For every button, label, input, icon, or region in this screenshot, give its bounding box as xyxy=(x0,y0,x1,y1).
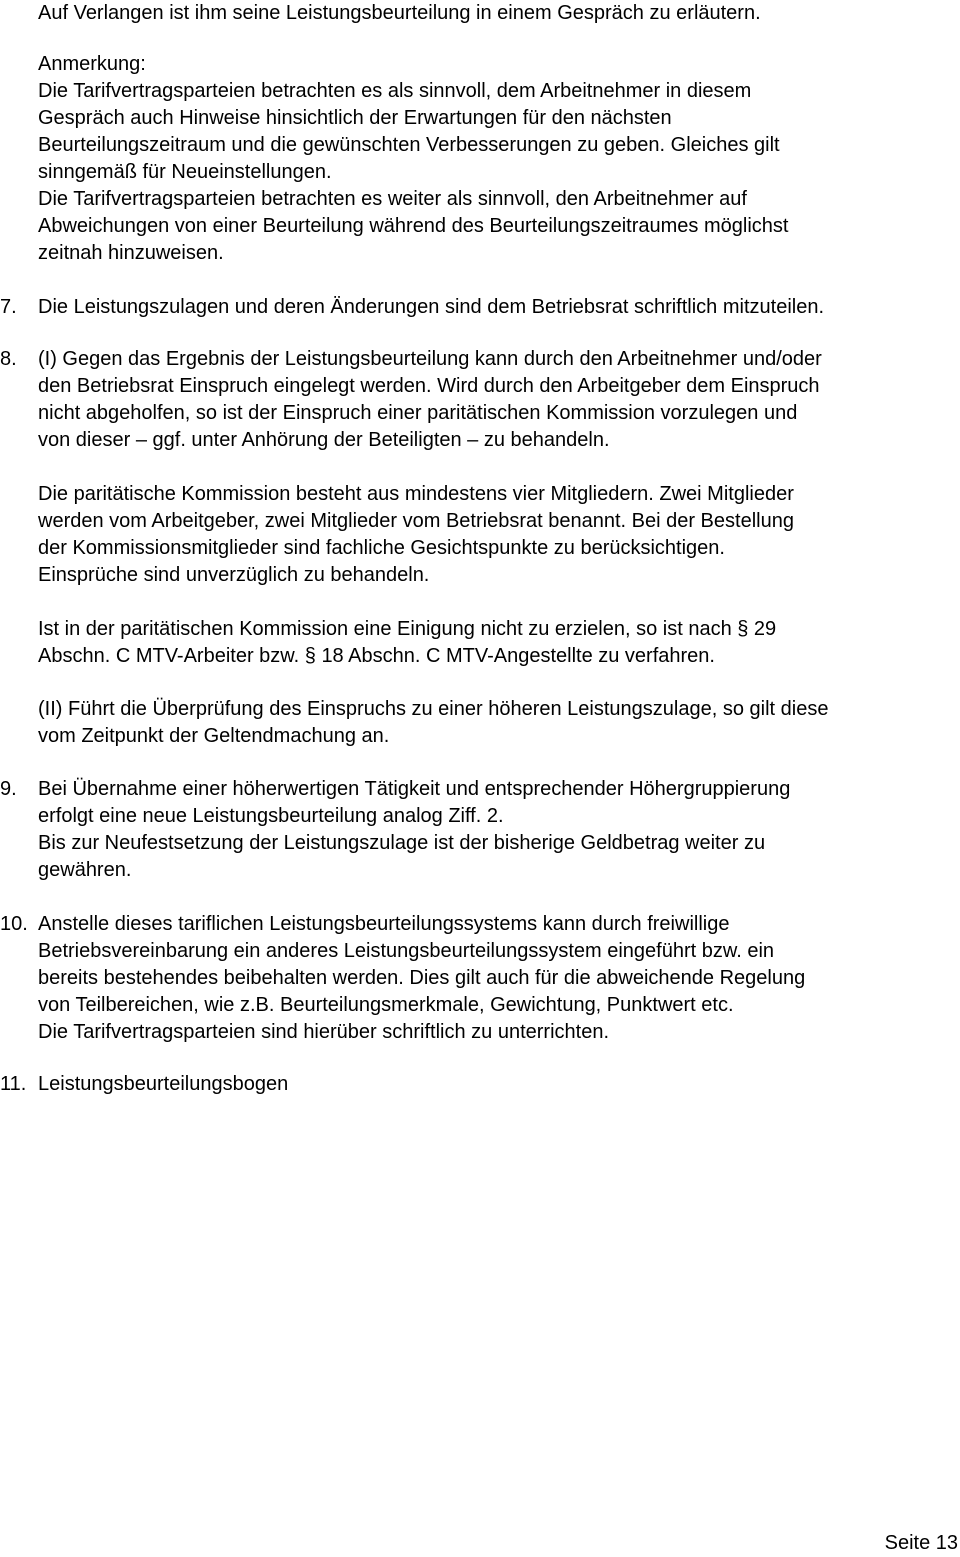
item-10-paragraph xyxy=(38,911,960,1046)
anmerkung-paragraph-2 xyxy=(38,186,960,267)
anmerkung-paragraph-1 xyxy=(38,78,960,186)
text-line: Die Tarifvertragsparteien betrachten es als sinnvoll, dem Arbeitnehmer in diesem xyxy=(38,80,752,102)
text-line: Die Leistungszulagen und deren Änderungen sind dem Betriebsrat schriftlich mitzuteilen. xyxy=(38,296,825,318)
text-line: (II) Führt die Überprüfung des Einspruchs zu einer höheren Leistungszulage, so gilt diese xyxy=(38,698,829,720)
item-8-paragraph-3 xyxy=(38,616,960,670)
item-9-paragraph xyxy=(38,776,960,884)
text-line: Die Tarifvertragsparteien betrachten es weiter als sinnvoll, den Arbeitnehmer auf xyxy=(38,188,747,210)
text-line: werden vom Arbeitgeber, zwei Mitglieder vom Betriebsrat benannt. Bei der Bestellung xyxy=(38,510,794,532)
page-number: Seite 13 xyxy=(884,1532,958,1554)
text-line: Bis zur Neufestsetzung der Leistungszulage ist der bisherige Geldbetrag weiter zu xyxy=(38,832,766,854)
text-line: Abweichungen von einer Beurteilung während des Beurteilungszeitraumes möglichst xyxy=(38,215,789,237)
text-line: Betriebsvereinbarung ein anderes Leistungsbeurteilungssystem eingeführt bzw. ein xyxy=(38,940,775,962)
text-line: Auf Verlangen ist ihm seine Leistungsbeurteilung in einem Gespräch zu erläutern. xyxy=(38,2,761,24)
text-line: sinngemäß für Neueinstellungen. xyxy=(38,161,332,183)
anmerkung-heading xyxy=(38,51,960,78)
item-number-11: 11. xyxy=(0,1073,27,1095)
text-line: Ist in der paritätischen Kommission eine Einigung nicht zu erzielen, so ist nach § 29 xyxy=(38,618,777,640)
text-line: den Betriebsrat Einspruch eingelegt werden. Wird durch den Arbeitgeber dem Einspruch xyxy=(38,375,820,397)
text-line: Gespräch auch Hinweise hinsichtlich der Erwartungen für den nächsten xyxy=(38,107,672,129)
text-line: der Kommissionsmitglieder sind fachliche Gesichtspunkte zu berücksichtigen. xyxy=(38,537,725,559)
text-line: Beurteilungszeitraum und die gewünschten Verbesserungen zu geben. Gleiches gilt xyxy=(38,134,780,156)
text-line: Anstelle dieses tariflichen Leistungsbeurteilungssystems kann durch freiwillige xyxy=(38,913,730,935)
text-line: (I) Gegen das Ergebnis der Leistungsbeurteilung kann durch den Arbeitnehmer und/oder xyxy=(38,348,822,370)
item-number-7: 7. xyxy=(0,296,17,318)
intro-paragraph xyxy=(38,0,960,27)
item-8-paragraph-1 xyxy=(38,346,960,454)
item-number-8: 8. xyxy=(0,348,17,370)
text-line: zeitnah hinzuweisen. xyxy=(38,242,224,264)
text-line: vom Zeitpunkt der Geltendmachung an. xyxy=(38,725,390,747)
item-7-paragraph xyxy=(38,294,960,321)
text-line: erfolgt eine neue Leistungsbeurteilung analog Ziff. 2. xyxy=(38,805,504,827)
item-11-paragraph xyxy=(38,1071,960,1098)
text-line: gewähren. xyxy=(38,859,132,881)
text-line: Anmerkung: xyxy=(38,53,146,75)
text-line: Abschn. C MTV-Arbeiter bzw. § 18 Abschn. C MTV-Angestellte zu verfahren. xyxy=(38,645,715,667)
text-line: von Teilbereichen, wie z.B. Beurteilungsmerkmale, Gewichtung, Punktwert etc. xyxy=(38,994,734,1016)
text-line: von dieser – ggf. unter Anhörung der Beteiligten – zu behandeln. xyxy=(38,429,610,451)
item-number-10: 10. xyxy=(0,913,28,935)
text-line: Die Tarifvertragsparteien sind hierüber schriftlich zu unterrichten. xyxy=(38,1021,610,1043)
text-line: nicht abgeholfen, so ist der Einspruch einer paritätischen Kommission vorzulegen und xyxy=(38,402,798,424)
text-line: Einsprüche sind unverzüglich zu behandeln. xyxy=(38,564,430,586)
text-line: Bei Übernahme einer höherwertigen Tätigkeit und entsprechender Höhergruppierung xyxy=(38,778,791,800)
item-number-9: 9. xyxy=(0,778,17,800)
text-line: Leistungsbeurteilungsbogen xyxy=(38,1073,289,1095)
item-8-paragraph-4 xyxy=(38,696,960,750)
text-line: Die paritätische Kommission besteht aus mindestens vier Mitgliedern. Zwei Mitglieder xyxy=(38,483,794,505)
item-8-paragraph-2 xyxy=(38,481,960,589)
text-line: bereits bestehendes beibehalten werden. Dies gilt auch für die abweichende Regelung xyxy=(38,967,806,989)
